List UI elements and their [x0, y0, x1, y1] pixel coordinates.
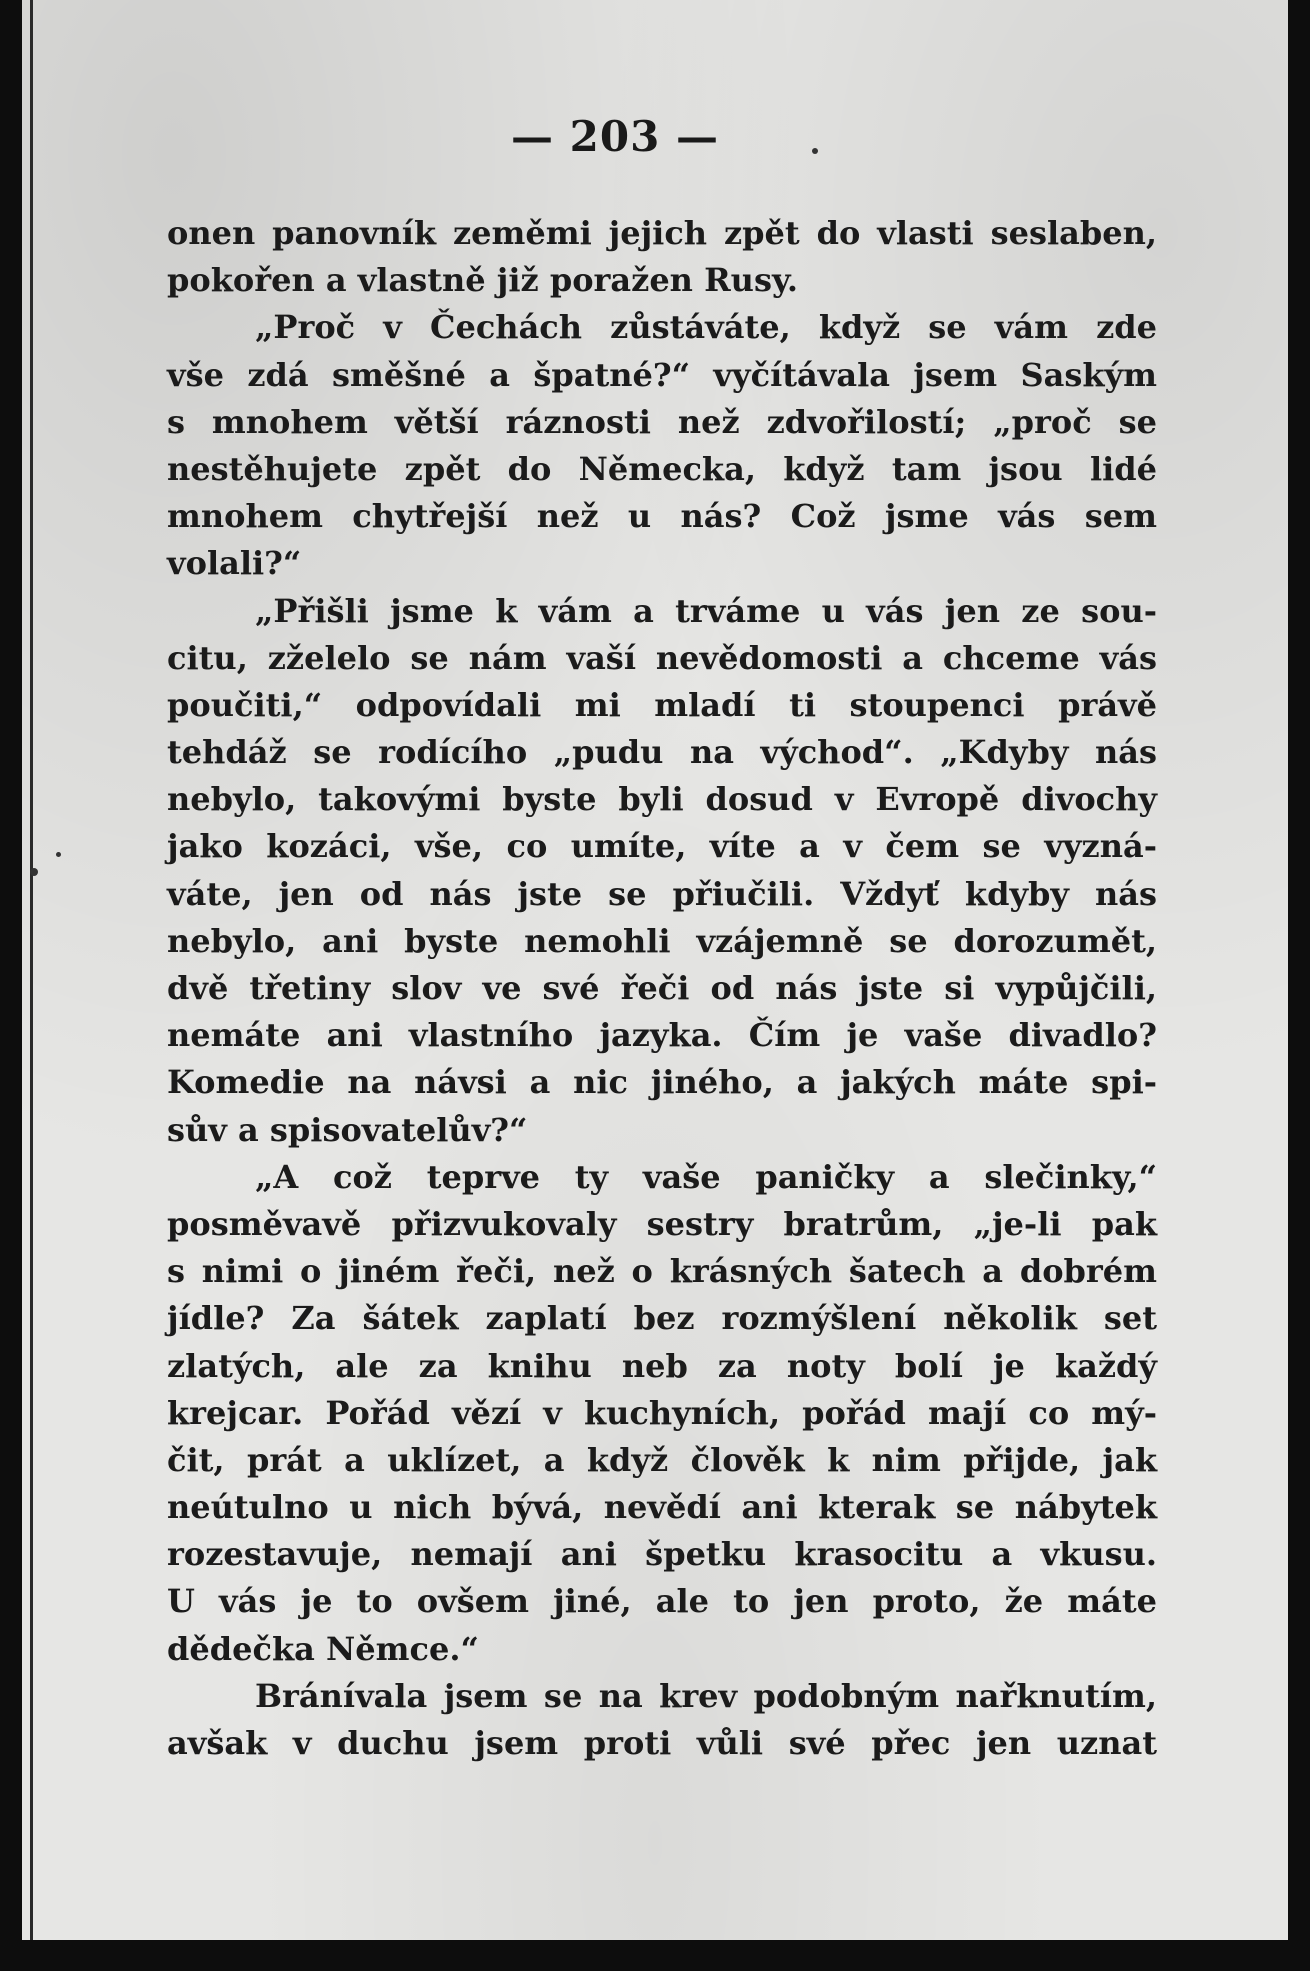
text-line: Bránívala jsem se na krev podobným nařknutím, — [255, 1676, 1157, 1715]
text-line: čit, prát a uklízet, a když člověk k nim přijde, jak — [167, 1440, 1157, 1479]
text-line: jako kozáci, vše, co umíte, víte a v čem se vyzná- — [167, 827, 1157, 866]
text-line: zlatých, ale za knihu neb za noty bolí je každý — [167, 1346, 1157, 1385]
text-line: „Přišli jsme k vám a trváme u vás jen ze sou- — [255, 591, 1157, 630]
body-text — [167, 210, 1157, 1767]
text-line: pokořen a vlastně již poražen Rusy. — [167, 261, 799, 300]
text-line: posměvavě přizvukovaly sestry bratrům, „je-li pak — [167, 1204, 1157, 1243]
text-line: s mnohem větší ráznosti než zdvořilostí; „proč se — [167, 402, 1157, 441]
text-line: nebylo, ani byste nemohli vzájemně se dorozumět, — [167, 921, 1157, 960]
text-line: vše zdá směšné a špatné?“ vyčítávala jsem Saským — [167, 355, 1157, 394]
text-line: dvě třetiny slov ve své řeči od nás jste si vypůjčili, — [167, 969, 1157, 1007]
text-line: krejcar. Pořád vězí v kuchyních, pořád mají co mý- — [167, 1393, 1157, 1432]
text-line: rozestavuje, nemají ani špetku krasocitu a vkusu. — [167, 1535, 1157, 1574]
print-speck — [812, 148, 818, 154]
text-line: dědečka Němce.“ — [167, 1629, 479, 1668]
text-line: mnohem chytřejší než u nás? Což jsme vás sem — [167, 497, 1157, 536]
text-line: s nimi o jiném řeči, než o krásných šatech a dobrém — [167, 1252, 1157, 1291]
text-line: „Proč v Čechách zůstáváte, když se vám zde — [255, 308, 1157, 347]
text-line: tehdáž se rodícího „pudu na východ“. „Kdyby nás — [167, 733, 1157, 772]
text-line: avšak v duchu jsem proti vůli své přec jen uznat — [167, 1724, 1157, 1762]
text-line: nemáte ani vlastního jazyka. Čím je vaše divadlo? — [167, 1016, 1157, 1055]
print-speck — [56, 852, 61, 857]
text-line: neútulno u nich bývá, nevědí ani kterak se nábytek — [167, 1488, 1157, 1527]
scanned-book-page — [22, 0, 1288, 1940]
text-line: nestěhujete zpět do Německa, když tam jsou lidé — [167, 449, 1157, 488]
text-line: váte, jen od nás jste se přiučili. Vždyť kdyby nás — [167, 874, 1157, 913]
text-line: jídle? Za šátek zaplatí bez rozmýšlení několik set — [167, 1299, 1157, 1338]
text-line: volali?“ — [167, 544, 302, 583]
text-line: Komedie na návsi a nic jiného, a jakých máte spi- — [167, 1063, 1157, 1102]
text-line: citu, zželelo se nám vaší nevědomosti a chceme vás — [167, 638, 1157, 677]
print-speck — [30, 868, 38, 876]
page-number: — 203 — — [511, 112, 719, 161]
text-line: poučiti,“ odpovídali mi mladí ti stoupenci právě — [167, 685, 1157, 724]
text-line: U vás je to ovšem jiné, ale to jen proto, že máte — [167, 1582, 1157, 1621]
text-line: onen panovník zeměmi jejich zpět do vlasti seslaben, — [167, 214, 1157, 252]
text-line: sův a spisovatelův?“ — [167, 1110, 528, 1149]
text-line: nebylo, takovými byste byli dosud v Evropě divochy — [167, 780, 1157, 819]
text-line: „A což teprve ty vaše paničky a slečinky,“ — [255, 1157, 1157, 1196]
page-edge-rule — [30, 0, 33, 1940]
